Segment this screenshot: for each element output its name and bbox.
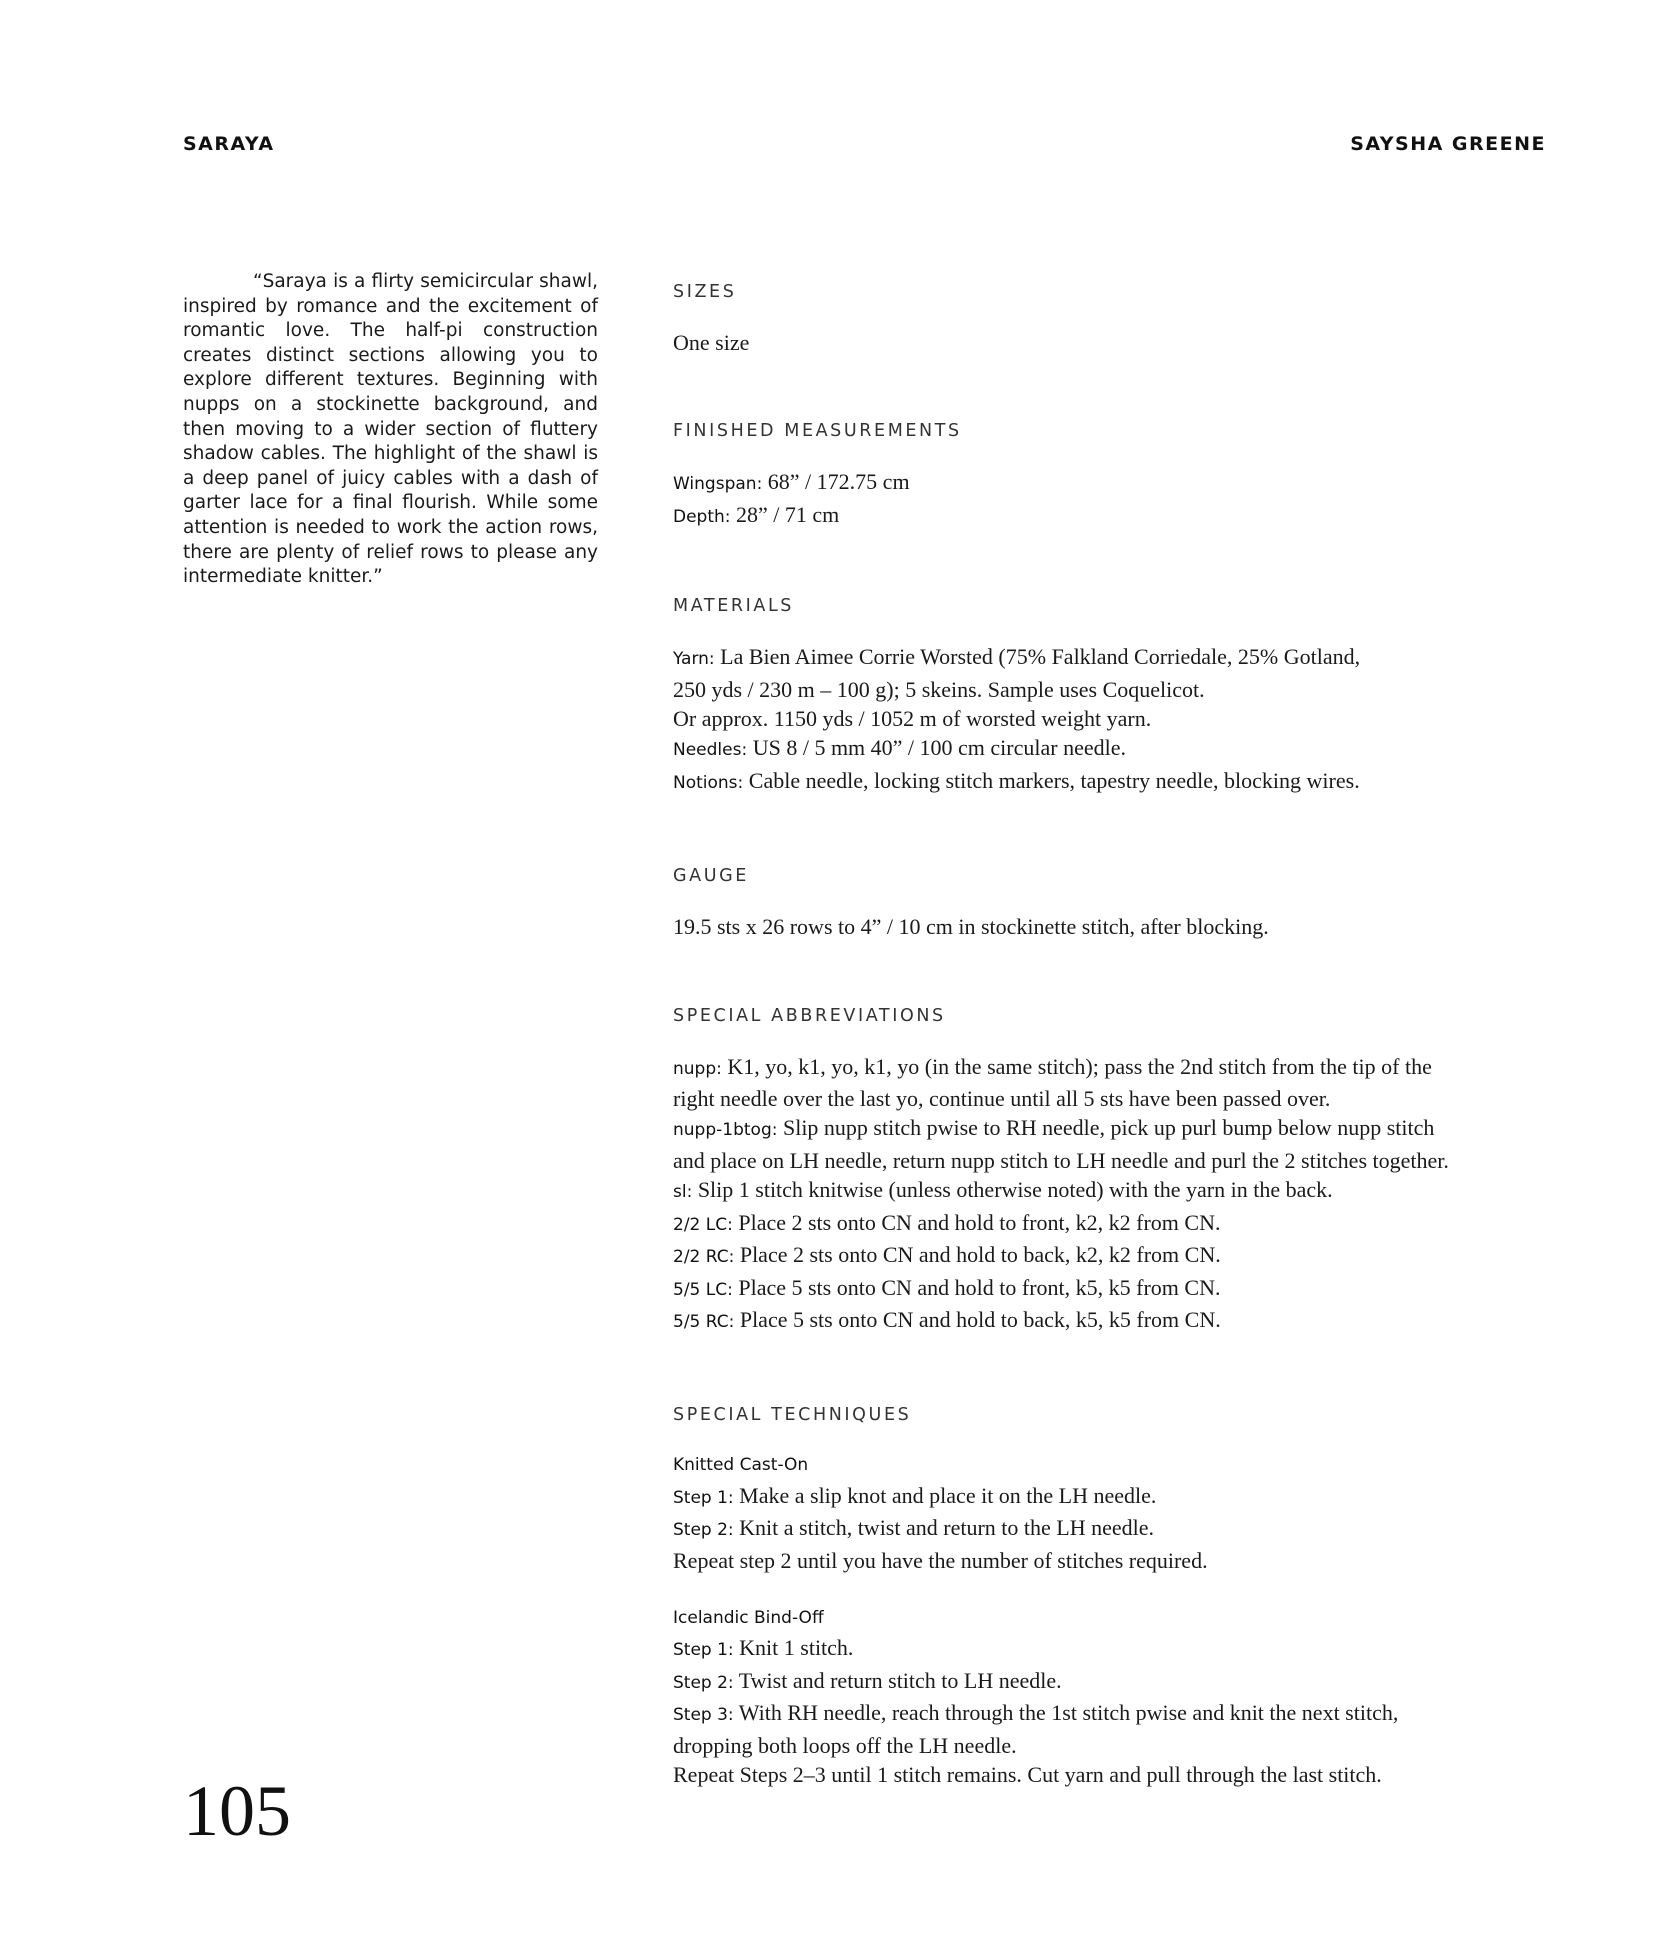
cast-on-step-2: [673, 1513, 1553, 1545]
abbr-55rc-label: 5/5 RC:: [673, 1311, 735, 1332]
finished-measurements-section: [673, 420, 1553, 532]
abbr-22rc-value: Place 2 sts onto CN and hold to back, k2, k2 from CN.: [734, 1242, 1221, 1268]
yarn-line-2: 250 yds / 230 m – 100 g); 5 skeins. Sample uses Coquelicot.: [673, 676, 1205, 702]
bind-off-step-2-value: Twist and return stitch to LH needle.: [733, 1667, 1062, 1693]
cast-on-repeat: Repeat step 2 until you have the number of stitches required.: [673, 1547, 1208, 1573]
materials-section: [673, 595, 1553, 798]
needles-value: US 8 / 5 mm 40” / 100 cm circular needle.: [747, 735, 1126, 761]
cast-on-heading: Knitted Cast-On: [673, 1455, 809, 1476]
abbr-nupp-value-1: K1, yo, k1, yo, k1, yo (in the same stitch); pass the 2nd stitch from the tip of the: [721, 1053, 1432, 1079]
depth-value: 28” / 71 cm: [730, 501, 840, 527]
bind-off-step-3-value-1: With RH needle, reach through the 1st stitch pwise and knit the next stitch,: [733, 1700, 1399, 1726]
notions-value: Cable needle, locking stitch markers, tapestry needle, blocking wires.: [743, 767, 1360, 793]
abbr-nupp1btog-value-1: Slip nupp stitch pwise to RH needle, pick up purl bump below nupp stitch: [777, 1115, 1435, 1141]
sizes-text: One size: [673, 330, 750, 355]
cast-on-step-1-label: Step 1:: [673, 1487, 734, 1508]
bind-off-step-1-label: Step 1:: [673, 1640, 734, 1661]
bind-off-heading: Icelandic Bind-Off: [673, 1607, 824, 1628]
depth-line: [673, 500, 1553, 532]
bind-off-step-1: [673, 1633, 1553, 1665]
abbr-55rc-value: Place 5 sts onto CN and hold to back, k5, k5 from CN.: [734, 1306, 1221, 1332]
section-title-materials: MATERIALS: [673, 596, 795, 617]
gauge-text: 19.5 sts x 26 rows to 4” / 10 cm in stockinette stitch, after blocking.: [673, 914, 1269, 940]
bind-off-repeat: Repeat Steps 2–3 until 1 stitch remains. Cut yarn and pull through the last stitch.: [673, 1761, 1382, 1787]
yarn-value-1: La Bien Aimee Corrie Worsted (75% Falkland Corriedale, 25% Gotland,: [714, 644, 1361, 670]
special-abbreviations-section: [673, 1005, 1553, 1338]
needles-line: [673, 733, 1553, 765]
abbr-22lc-line: [673, 1208, 1553, 1240]
abbr-nupp1btog-label: nupp-1btog:: [673, 1120, 778, 1141]
section-title-gauge: GAUGE: [673, 866, 749, 887]
abbr-22lc-value: Place 2 sts onto CN and hold to front, k2, k2 from CN.: [732, 1209, 1221, 1235]
section-title-special-abbreviations: SPECIAL ABBREVIATIONS: [673, 1005, 946, 1026]
intro-quote: “Saraya is a flirty semicircular shawl, inspired by romance and the excitement of romantic love. The half-pi construction creates distinct sections allowing you to explore different textures. Beginning with nupps on a stockinette background, and then moving to a wider section of fluttery shadow cables. The highlight of the shawl is a deep panel of juicy cables with a dash of garter lace for a final flourish. While some attention is needed to work the action rows, there are plenty of relief rows to please any intermediate knitter.”: [183, 271, 598, 588]
cast-on-step-2-label: Step 2:: [673, 1520, 734, 1541]
abbr-55rc-line: [673, 1305, 1553, 1337]
bind-off-step-3-label: Step 3:: [673, 1705, 734, 1726]
notions-label: Notions:: [673, 772, 744, 793]
wingspan-line: [673, 467, 1553, 499]
cast-on-step-1-value: Make a slip knot and place it on the LH needle.: [733, 1482, 1157, 1508]
cast-on-step-1: [673, 1481, 1553, 1513]
yarn-label: Yarn:: [673, 649, 715, 670]
abbr-nupp-label: nupp:: [673, 1058, 722, 1079]
yarn-line-1: [673, 642, 1553, 674]
abbr-55lc-line: [673, 1273, 1553, 1305]
section-title-special-techniques: SPECIAL TECHNIQUES: [673, 1405, 912, 1426]
abbr-nupp1btog-line-2: and place on LH needle, return nupp stitch to LH needle and purl the 2 stitches together.: [673, 1147, 1449, 1173]
abbr-nupp-line-2: right needle over the last yo, continue until all 5 sts have been passed over.: [673, 1086, 1331, 1112]
pattern-details: [673, 281, 1553, 1789]
page-number: 105: [183, 1771, 291, 1851]
abbr-22lc-label: 2/2 LC:: [673, 1214, 733, 1235]
notions-line: [673, 766, 1553, 798]
gauge-section: [673, 865, 1553, 941]
depth-label: Depth:: [673, 506, 731, 527]
wingspan-value: 68” / 172.75 cm: [762, 469, 910, 495]
special-techniques-section: [673, 1404, 1553, 1789]
pattern-name-header: SARAYA: [183, 133, 275, 155]
bind-off-step-1-value: Knit 1 stitch.: [733, 1635, 854, 1661]
abbr-55lc-label: 5/5 LC:: [673, 1279, 733, 1300]
sizes-section: [673, 281, 1553, 357]
abbr-22rc-line: [673, 1240, 1553, 1272]
abbr-nupp1btog-line-1: [673, 1113, 1553, 1145]
abbr-sl-label: sl:: [673, 1182, 693, 1203]
bind-off-step-3-line-1: [673, 1698, 1553, 1730]
abbr-22rc-label: 2/2 RC:: [673, 1247, 735, 1268]
needles-label: Needles:: [673, 740, 748, 761]
bind-off-step-2: [673, 1666, 1553, 1698]
abbr-55lc-value: Place 5 sts onto CN and hold to front, k5, k5 from CN.: [732, 1274, 1221, 1300]
abbr-nupp-line-1: [673, 1052, 1553, 1084]
abbr-sl-line: [673, 1175, 1553, 1207]
section-title-finished-measurements: FINISHED MEASUREMENTS: [673, 421, 962, 442]
yarn-line-3: Or approx. 1150 yds / 1052 m of worsted weight yarn.: [673, 706, 1152, 732]
wingspan-label: Wingspan:: [673, 474, 763, 495]
section-title-sizes: SIZES: [673, 282, 737, 302]
cast-on-step-2-value: Knit a stitch, twist and return to the LH needle.: [733, 1515, 1154, 1541]
bind-off-step-2-label: Step 2:: [673, 1672, 734, 1693]
abbr-sl-value: Slip 1 stitch knitwise (unless otherwise noted) with the yarn in the back.: [692, 1177, 1333, 1203]
designer-name-header: SAYSHA GREENE: [1350, 133, 1546, 155]
bind-off-step-3-line-2: dropping both loops off the LH needle.: [673, 1732, 1017, 1758]
